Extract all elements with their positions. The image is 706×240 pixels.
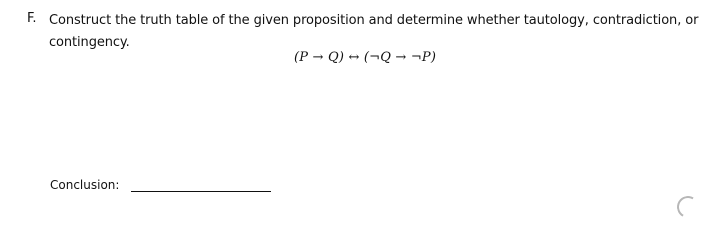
conclusion-answer-line[interactable]	[131, 191, 271, 192]
item-letter: F.	[27, 11, 37, 26]
instruction-text: Construct the truth table of the given proposition and determine whether tautology, contradiction, or contingency.	[49, 13, 699, 50]
partial-circle-icon	[675, 194, 702, 221]
proposition-formula: (P → Q) ↔ (¬Q → ¬P)	[294, 50, 437, 65]
conclusion-label: Conclusion:	[50, 178, 120, 192]
